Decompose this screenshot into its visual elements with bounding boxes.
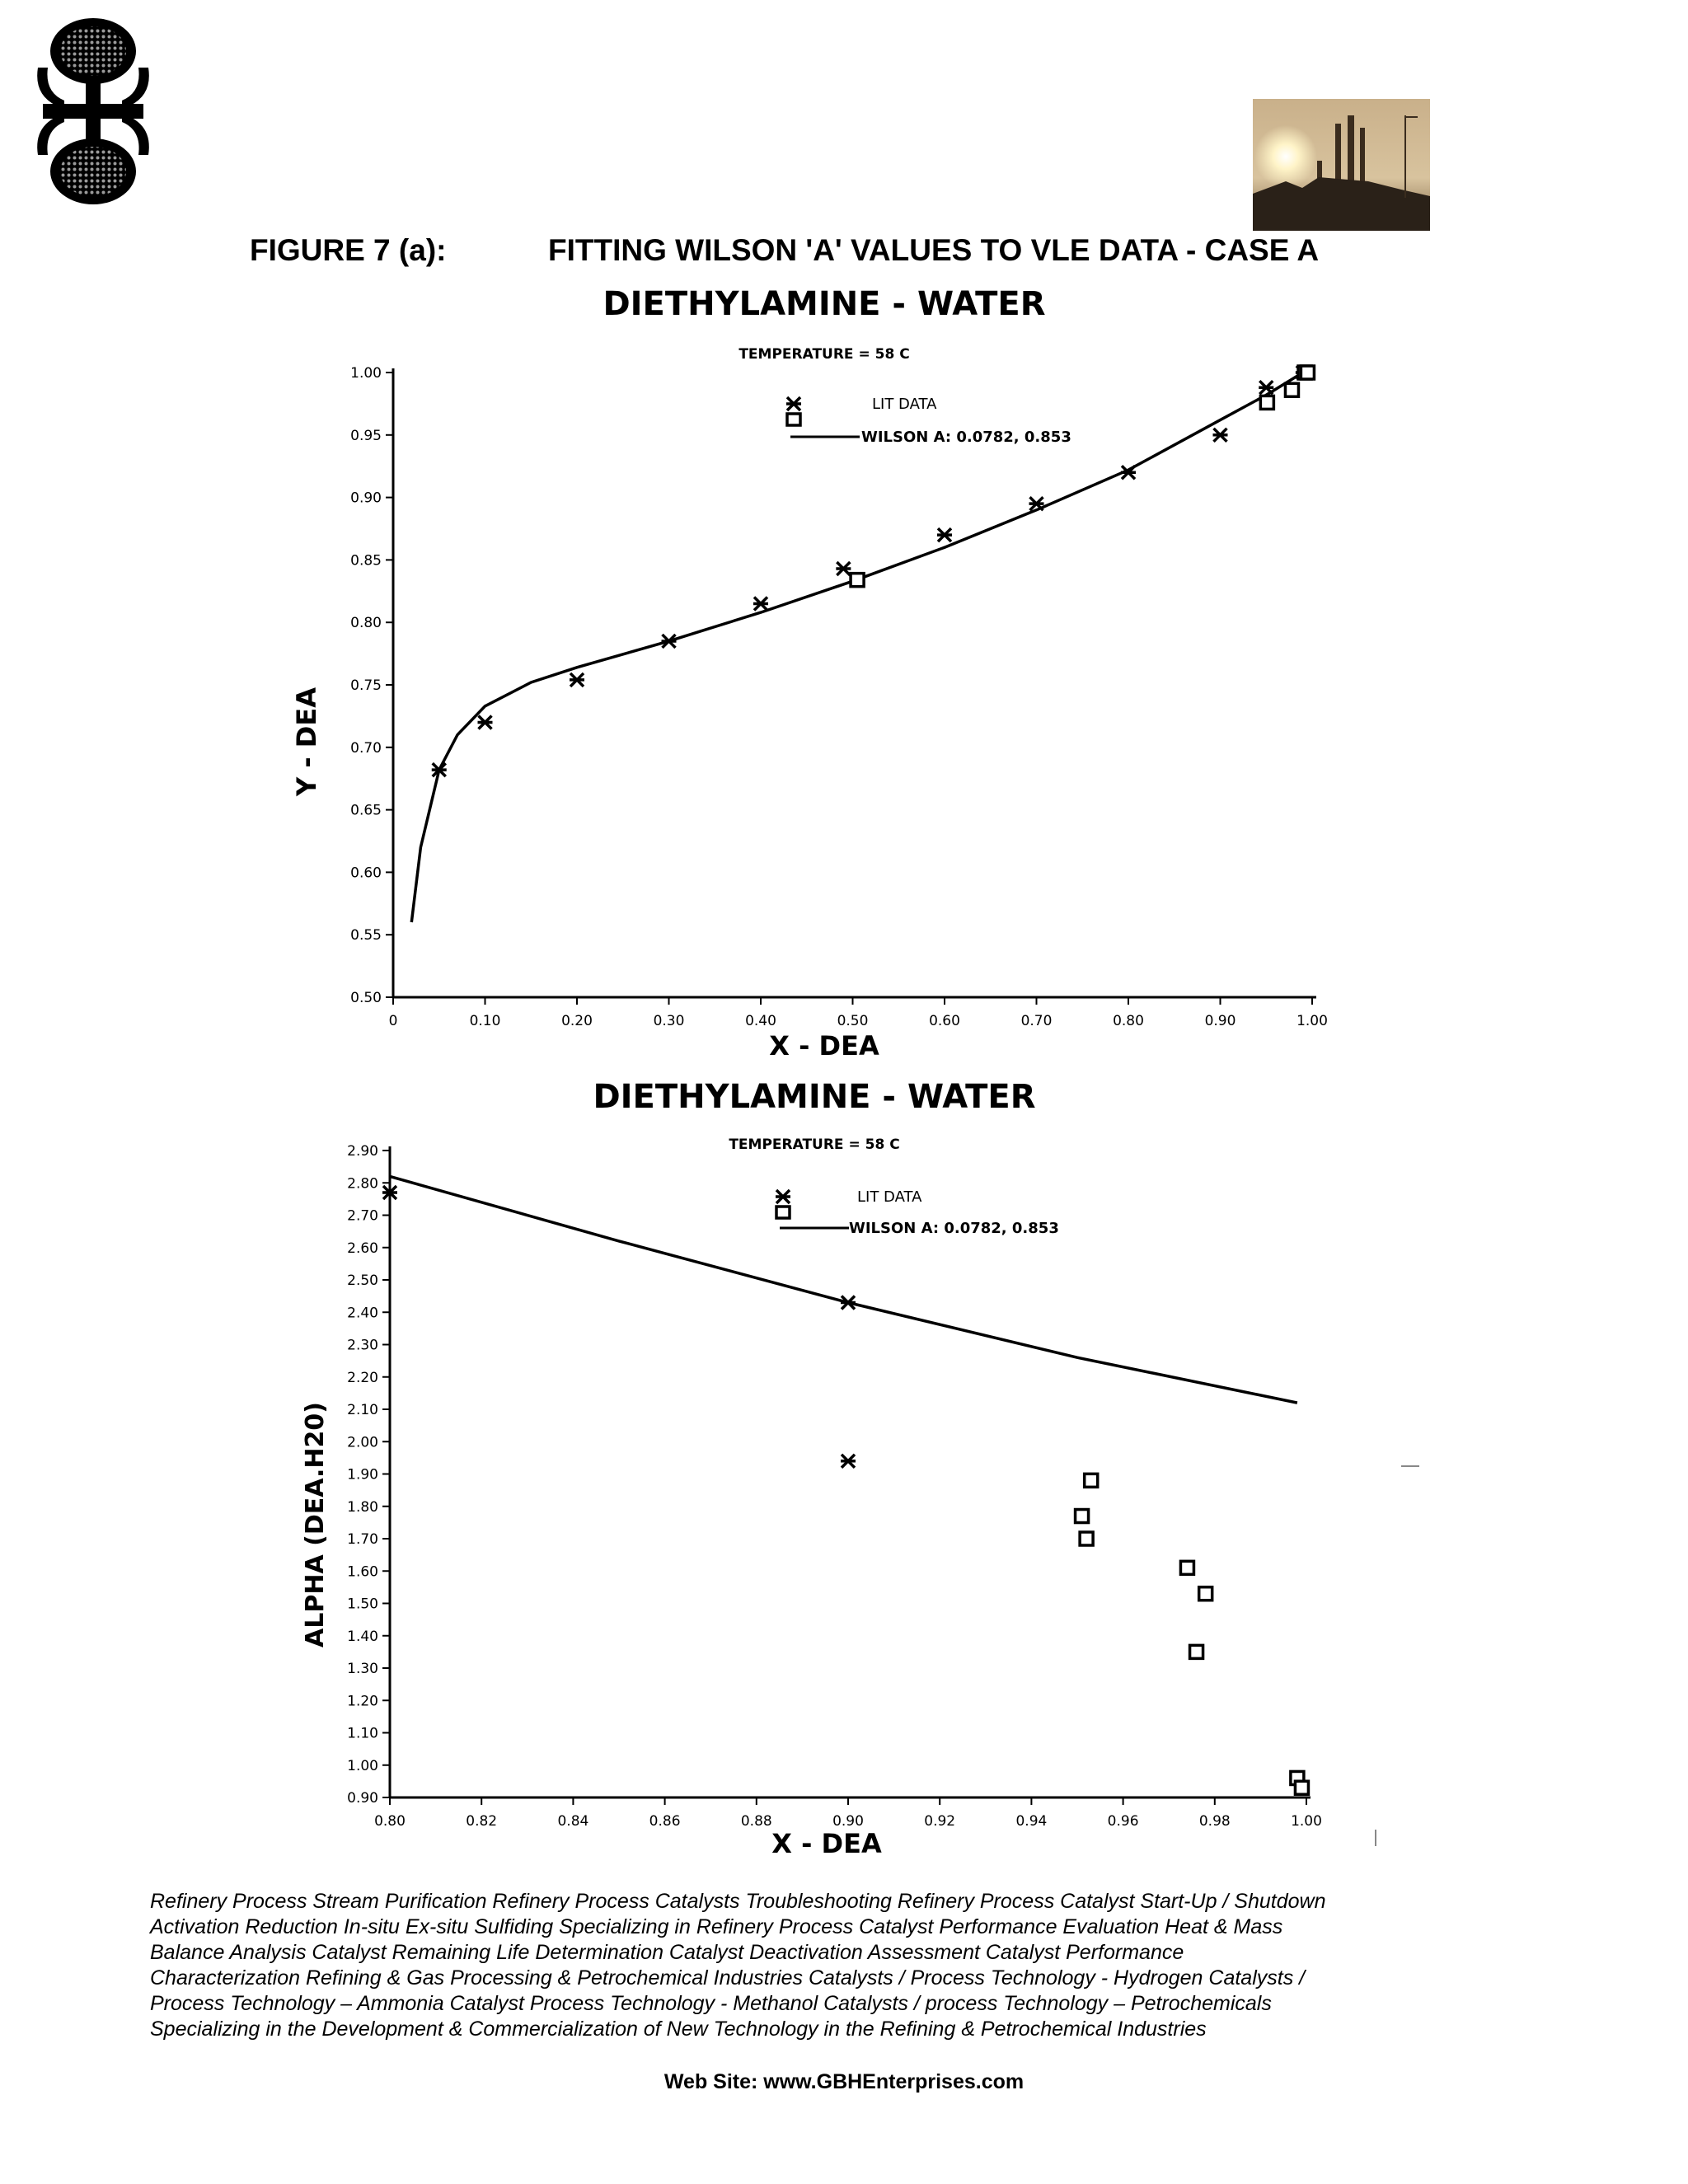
footer-line: Characterization Refining & Gas Processing & Petrochemical Industries Catalysts / Process Technology - Hydrogen Catalysts / (150, 1966, 1306, 1990)
y-tick-label: 2.40 (347, 1305, 378, 1322)
y-tick-label: 0.85 (350, 552, 382, 569)
y-tick-label: 2.80 (347, 1175, 378, 1193)
website-link[interactable]: Web Site: www.GBHEnterprises.com (663, 2070, 1025, 2093)
square-data-point (1080, 1532, 1093, 1545)
legend-lit-label: LIT DATA (872, 396, 937, 413)
x-tick-label: 0.80 (374, 1813, 406, 1830)
y-tick-label: 1.00 (347, 1757, 378, 1774)
y-tick-label: 0.70 (350, 739, 382, 757)
x-tick-label: 0.88 (740, 1813, 772, 1830)
x-tick-label: 0.84 (557, 1813, 589, 1830)
x-tick-label: 0 (388, 1013, 398, 1029)
y-tick-label: 0.90 (347, 1790, 378, 1807)
x-tick-label: 1.00 (1291, 1813, 1322, 1830)
refinery-sunset-photo (1253, 99, 1430, 231)
y-tick-label: 2.30 (347, 1337, 378, 1354)
y-tick-label: 1.60 (347, 1563, 378, 1581)
y-tick-label: 0.80 (350, 615, 382, 632)
footer-line: Activation Reduction In-situ Ex-situ Sulfiding Specializing in Refinery Process Catalyst Performance Evaluation Heat & Mass (150, 1915, 1283, 1938)
legend-square-marker (776, 1207, 790, 1218)
y-axis-label: ALPHA (DEA.H20) (301, 1402, 330, 1647)
x-axis-label: X - DEA (771, 1828, 882, 1859)
square-data-point (1301, 366, 1314, 379)
y-tick-label: 1.90 (347, 1466, 378, 1483)
chart-title: DIETHYLAMINE - WATER (593, 1080, 1036, 1116)
legend-wilson-label: WILSON A: 0.0782, 0.853 (861, 429, 1071, 446)
wilson-fit-line (411, 373, 1303, 922)
chart-y-vs-x-svg (0, 280, 1688, 1080)
square-data-point (1260, 396, 1273, 409)
y-tick-label: 1.00 (350, 365, 382, 382)
footer-line: Specializing in the Development & Commercialization of New Technology in the Refining & Petrochemical Industries (150, 2018, 1207, 2041)
square-data-point (851, 574, 864, 587)
square-data-point (1076, 1510, 1089, 1523)
x-tick-label: 0.70 (1020, 1013, 1053, 1029)
square-data-point (1295, 1781, 1308, 1794)
y-tick-label: 2.20 (347, 1369, 378, 1386)
y-tick-label: 2.50 (347, 1272, 378, 1289)
footer-line: Balance Analysis Catalyst Remaining Life Determination Catalyst Deactivation Assessment Catalyst Performance (150, 1941, 1184, 1964)
x-axis-label: X - DEA (769, 1030, 879, 1062)
x-tick-label: 0.98 (1198, 1813, 1231, 1830)
lit-data-point (570, 673, 584, 687)
square-data-point (1085, 1474, 1098, 1487)
lit-data-point (841, 1455, 856, 1468)
chart-subtitle: TEMPERATURE = 58 C (729, 1137, 900, 1153)
footer-line: Process Technology – Ammonia Catalyst Process Technology - Methanol Catalysts / process Technology – Petrochemicals (150, 1992, 1272, 2015)
y-tick-label: 2.70 (347, 1207, 378, 1225)
chart-y-vs-x (0, 280, 1688, 1080)
y-tick-label: 2.60 (347, 1240, 378, 1257)
y-tick-label: 1.30 (347, 1661, 378, 1677)
x-tick-label: 0.80 (1113, 1013, 1144, 1029)
gbh-logo-icon (31, 16, 155, 206)
square-data-point (1190, 1645, 1203, 1658)
x-tick-label: 0.90 (832, 1813, 864, 1830)
x-tick-label: 0.60 (929, 1013, 960, 1029)
scan-mark (1401, 1465, 1419, 1467)
y-tick-label: 2.90 (347, 1143, 378, 1160)
y-tick-label: 0.95 (350, 427, 382, 444)
chart-alpha-vs-x (0, 1080, 1688, 1879)
footer-line: Refinery Process Stream Purification Refinery Process Catalysts Troubleshooting Refinery Process Catalyst Start-Up / Shutdown (150, 1890, 1326, 1913)
x-tick-label: 0.50 (837, 1013, 869, 1029)
y-tick-label: 0.50 (350, 990, 382, 1006)
square-data-point (1285, 383, 1298, 396)
wilson-fit-line (390, 1176, 1297, 1403)
y-tick-label: 2.10 (347, 1402, 378, 1418)
x-tick-label: 0.40 (745, 1013, 776, 1029)
x-tick-label: 0.82 (466, 1813, 498, 1830)
square-data-point (1180, 1561, 1193, 1574)
legend-star-marker (786, 397, 801, 410)
legend-square-marker (787, 414, 800, 425)
x-tick-label: 1.00 (1296, 1013, 1328, 1029)
y-tick-label: 1.70 (347, 1531, 378, 1548)
y-tick-label: 1.10 (347, 1725, 378, 1742)
x-tick-label: 0.86 (649, 1813, 681, 1830)
y-tick-label: 0.90 (350, 490, 382, 507)
footer-services-text (150, 1889, 1436, 2042)
chart-subtitle: TEMPERATURE = 58 C (738, 346, 910, 363)
y-tick-label: 0.55 (350, 927, 382, 944)
x-tick-label: 0.30 (653, 1013, 685, 1029)
figure-title: FITTING WILSON 'A' VALUES TO VLE DATA - CASE A (548, 233, 1320, 267)
lit-data-point (478, 715, 493, 729)
y-tick-label: 1.80 (347, 1498, 378, 1516)
x-tick-label: 0.10 (469, 1013, 501, 1029)
x-tick-label: 0.96 (1107, 1813, 1139, 1830)
y-tick-label: 0.75 (350, 677, 382, 694)
y-tick-label: 0.65 (350, 802, 382, 819)
x-tick-label: 0.90 (1204, 1013, 1236, 1029)
x-tick-label: 0.92 (924, 1813, 956, 1830)
y-tick-label: 2.00 (347, 1434, 378, 1451)
chart-title: DIETHYLAMINE - WATER (603, 285, 1046, 323)
lit-data-point (753, 597, 768, 610)
legend-star-marker (776, 1190, 790, 1203)
chart-alpha-vs-x-svg (0, 1080, 1688, 1879)
scan-mark (1375, 1830, 1376, 1846)
y-tick-label: 1.40 (347, 1628, 378, 1645)
lit-data-point (937, 528, 952, 541)
x-tick-label: 0.20 (561, 1013, 593, 1029)
figure-label: FIGURE 7 (a): (250, 233, 447, 267)
legend-lit-label: LIT DATA (857, 1188, 922, 1206)
legend-wilson-label: WILSON A: 0.0782, 0.853 (849, 1220, 1059, 1237)
y-axis-label: Y - DEA (291, 687, 322, 796)
x-tick-label: 0.94 (1015, 1813, 1048, 1830)
y-tick-label: 1.50 (347, 1596, 378, 1613)
lit-data-point (1213, 429, 1228, 442)
square-data-point (1199, 1587, 1212, 1601)
y-tick-label: 1.20 (347, 1693, 378, 1710)
y-tick-label: 0.60 (350, 865, 382, 882)
lit-data-point (836, 562, 851, 575)
